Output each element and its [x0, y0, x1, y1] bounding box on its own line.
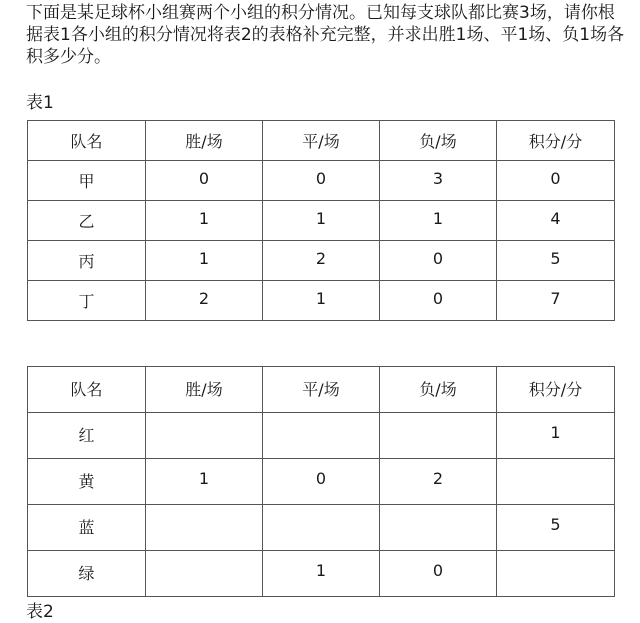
table-cell-blank	[263, 505, 380, 551]
table-row	[28, 161, 615, 201]
table-cell: 红	[28, 413, 146, 459]
table-cell: 2	[380, 459, 497, 505]
table-cell: 2	[263, 241, 380, 281]
table2-header-losses: 负/场	[380, 367, 497, 413]
table-cell: 1	[146, 241, 263, 281]
table-cell-blank	[146, 413, 263, 459]
table-cell: 1	[497, 413, 615, 459]
table-cell: 0	[380, 551, 497, 597]
table-row	[28, 281, 615, 321]
table2-header-team: 队名	[28, 367, 146, 413]
table-cell: 黄	[28, 459, 146, 505]
table-cell: 0	[380, 281, 497, 321]
table-cell: 7	[497, 281, 615, 321]
table-cell: 甲	[28, 161, 146, 201]
table-cell: 5	[497, 241, 615, 281]
table2-header-points: 积分/分	[497, 367, 615, 413]
table-cell: 1	[263, 551, 380, 597]
table-cell: 1	[380, 201, 497, 241]
table-cell: 4	[497, 201, 615, 241]
table2-header-row	[28, 367, 615, 413]
table-row	[28, 413, 615, 459]
table2-header-draws: 平/场	[263, 367, 380, 413]
table2-caption: 表2	[26, 602, 54, 622]
table-cell: 丙	[28, 241, 146, 281]
table-cell-blank	[263, 413, 380, 459]
table-row	[28, 551, 615, 597]
table-cell: 绿	[28, 551, 146, 597]
table-cell: 1	[263, 281, 380, 321]
table-cell-blank	[497, 459, 615, 505]
table1-caption: 表1	[26, 93, 54, 113]
table1-header-team: 队名	[28, 121, 146, 161]
table-cell-blank	[380, 505, 497, 551]
table-row	[28, 241, 615, 281]
table2	[27, 366, 615, 597]
table-row	[28, 459, 615, 505]
table-cell: 3	[380, 161, 497, 201]
table1-header-draws: 平/场	[263, 121, 380, 161]
table1-header-points: 积分/分	[497, 121, 615, 161]
table-cell-blank	[497, 551, 615, 597]
table-cell: 0	[497, 161, 615, 201]
table1	[27, 120, 615, 321]
table1-header-wins: 胜/场	[146, 121, 263, 161]
table-cell: 蓝	[28, 505, 146, 551]
table1-header-losses: 负/场	[380, 121, 497, 161]
problem-text: 下面是某足球杯小组赛两个小组的积分情况。已知每支球队都比赛3场，请你根据表1各小组的积分情况将表2的表格补充完整，并求出胜1场、平1场、负1场各积多少分。	[26, 3, 625, 67]
table-cell: 1	[263, 201, 380, 241]
table2-header-wins: 胜/场	[146, 367, 263, 413]
table-row	[28, 505, 615, 551]
table-cell: 5	[497, 505, 615, 551]
table-cell: 1	[146, 459, 263, 505]
table-cell: 1	[146, 201, 263, 241]
table-row	[28, 201, 615, 241]
table-cell-blank	[146, 551, 263, 597]
table-cell: 乙	[28, 201, 146, 241]
table-cell: 丁	[28, 281, 146, 321]
table-cell: 0	[146, 161, 263, 201]
table-cell: 0	[263, 459, 380, 505]
table-cell-blank	[380, 413, 497, 459]
table1-header-row	[28, 121, 615, 161]
table-cell: 2	[146, 281, 263, 321]
table-cell-blank	[146, 505, 263, 551]
table-cell: 0	[263, 161, 380, 201]
table-cell: 0	[380, 241, 497, 281]
